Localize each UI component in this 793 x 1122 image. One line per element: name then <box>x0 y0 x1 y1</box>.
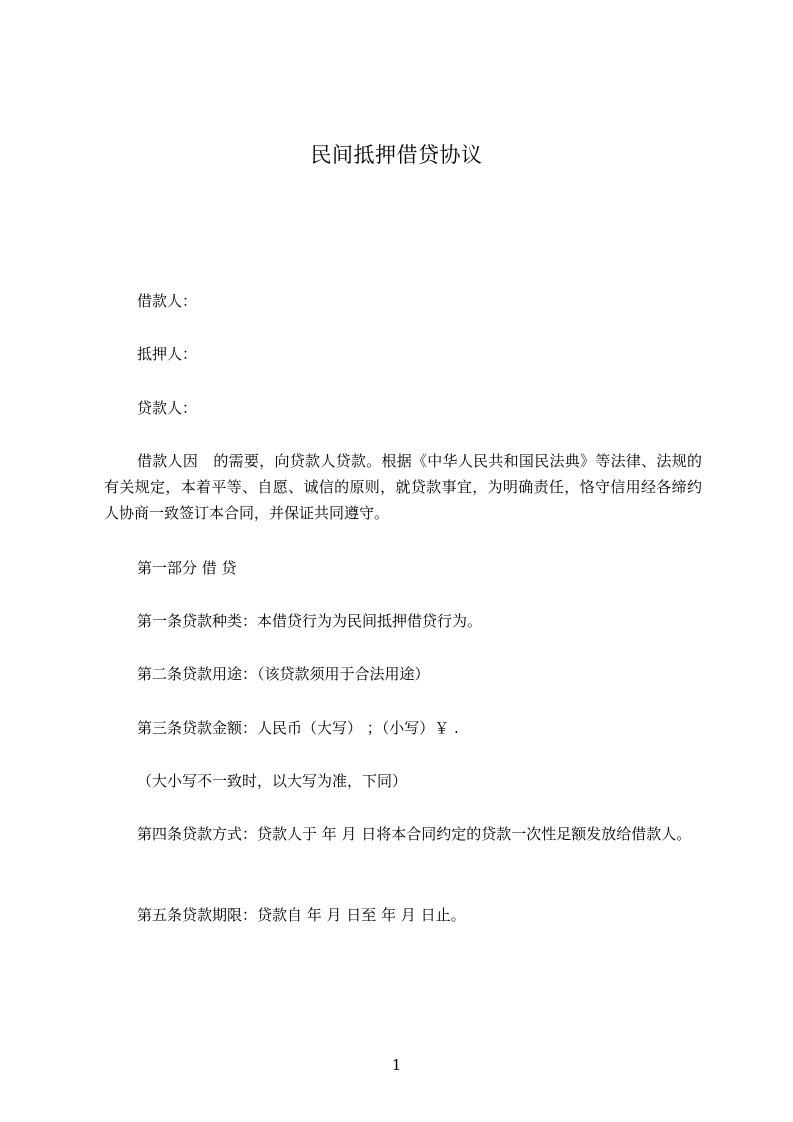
preamble-paragraph: 借款人因 的需要，向贷款人贷款。根据《中华人民共和国民法典》等法律、法规的有关规定，本着平等、自愿、诚信的原则，就贷款事宜，为明确责任，恪守信用经各缔约人协商一致签订本合同，并保证共同遵守。 <box>104 452 702 522</box>
article-1: 第一条贷款种类：本借贷行为为民间抵押借贷行为。 <box>137 612 483 630</box>
borrower-label: 借款人： <box>137 292 198 310</box>
article-5: 第五条贷款期限：贷款自 年 月 日至 年 月 日止。 <box>137 906 466 924</box>
mortgagor-label: 抵押人： <box>137 345 198 363</box>
lender-label: 贷款人： <box>137 399 198 417</box>
article-2: 第二条贷款用途：（该贷款须用于合法用途） <box>137 665 430 683</box>
part1-heading: 第一部分 借 贷 <box>137 559 237 577</box>
document-title: 民间抵押借贷协议 <box>310 143 483 167</box>
article-3: 第三条贷款金额：人民币（大写） ；（小写）￥ . <box>137 719 459 737</box>
article-3-note: （大小写不一致时，以大写为准，下同） <box>137 772 408 790</box>
article-4: 第四条贷款方式：贷款人于 年 月 日将本合同约定的贷款一次性足额发放给借款人。 <box>137 825 692 843</box>
page-number: 1 <box>391 1056 402 1074</box>
